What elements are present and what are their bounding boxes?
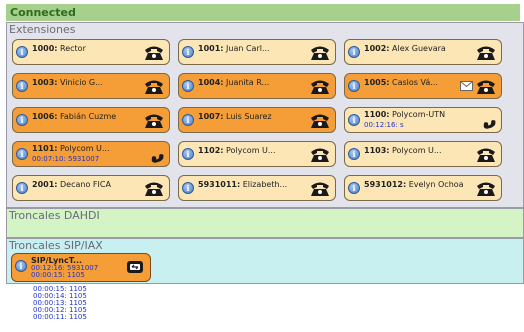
extension-label: [198, 78, 269, 87]
desk-phone-icon[interactable]: [309, 78, 331, 96]
extension-name: Alex Guevara: [389, 44, 446, 53]
info-icon[interactable]: i: [16, 80, 28, 92]
extension-number: 1002:: [364, 44, 390, 53]
extension-card-1001[interactable]: [178, 39, 336, 65]
desk-phone-icon[interactable]: [309, 146, 331, 164]
trunk-call-line-1: 00:12:16: 5931007: [31, 264, 99, 272]
extension-name: Polycom U...: [389, 146, 442, 155]
extension-number: 1004:: [198, 78, 224, 87]
info-icon[interactable]: i: [16, 182, 28, 194]
desk-phone-icon[interactable]: [143, 78, 165, 96]
extension-card-2001[interactable]: [12, 175, 170, 201]
extension-number: 1005:: [364, 78, 390, 87]
extension-call-info: 00:12:16: s: [364, 121, 404, 129]
sip-trunk-card[interactable]: [11, 253, 151, 282]
info-icon[interactable]: i: [348, 114, 360, 126]
extension-name: Decano FICA: [57, 180, 111, 189]
extension-card-1004[interactable]: [178, 73, 336, 99]
info-icon[interactable]: i: [182, 46, 194, 58]
extension-name: Caslos Vá...: [389, 78, 438, 87]
extension-number: 5931011:: [198, 180, 241, 189]
extension-card-1103[interactable]: [344, 141, 502, 167]
extension-label: [364, 146, 442, 155]
dahdi-trunks-panel: [6, 208, 524, 238]
extension-card-5931012[interactable]: [344, 175, 502, 201]
call-log-entry: 00:00:14: 1105: [33, 292, 87, 300]
connection-status: Connected: [6, 4, 520, 21]
extension-card-1003[interactable]: [12, 73, 170, 99]
desk-phone-icon[interactable]: [143, 180, 165, 198]
extension-card-1002[interactable]: [344, 39, 502, 65]
info-icon[interactable]: i: [348, 182, 360, 194]
extension-number: 1100:: [364, 110, 390, 119]
extension-number: 2001:: [32, 180, 58, 189]
info-icon[interactable]: i: [182, 80, 194, 92]
extension-number: 1006:: [32, 112, 58, 121]
trunk-call-line-2: 00:00:15: 1105: [31, 271, 85, 279]
extension-label: [364, 110, 445, 119]
call-log: [33, 286, 87, 321]
voicemail-icon[interactable]: [460, 81, 473, 91]
info-icon[interactable]: i: [348, 46, 360, 58]
desk-phone-icon[interactable]: [309, 180, 331, 198]
extension-label: [198, 44, 270, 53]
desk-phone-icon[interactable]: [475, 78, 497, 96]
extension-number: 1102:: [198, 146, 224, 155]
extension-label: [364, 78, 438, 87]
extension-number: 1003:: [32, 78, 58, 87]
info-icon[interactable]: i: [348, 80, 360, 92]
extension-number: 1103:: [364, 146, 390, 155]
info-icon[interactable]: i: [182, 148, 194, 160]
extension-card-5931011[interactable]: [178, 175, 336, 201]
desk-phone-icon[interactable]: [475, 180, 497, 198]
extension-label: [364, 44, 446, 53]
extension-name: Rector: [57, 44, 86, 53]
extension-card-1005[interactable]: [344, 73, 502, 99]
desk-phone-icon[interactable]: [309, 112, 331, 130]
extension-label: [32, 180, 111, 189]
call-log-entry: 00:00:13: 1105: [33, 299, 87, 307]
extension-card-1006[interactable]: [12, 107, 170, 133]
desk-phone-icon[interactable]: [475, 146, 497, 164]
dahdi-panel-title: Troncales DAHDI: [9, 209, 100, 222]
extension-card-1102[interactable]: [178, 141, 336, 167]
extension-call-info: 00:07:10: 5931007: [32, 155, 100, 163]
extension-label: [198, 112, 272, 121]
handset-icon[interactable]: [478, 112, 496, 130]
extension-card-1100[interactable]: [344, 107, 502, 133]
info-icon[interactable]: i: [182, 182, 194, 194]
extension-name: Elizabeth...: [240, 180, 288, 189]
info-icon[interactable]: i: [16, 46, 28, 58]
extension-number: 1007:: [198, 112, 224, 121]
extension-name: Juan Carl...: [223, 44, 270, 53]
extension-label: [32, 44, 86, 53]
desk-phone-icon[interactable]: [143, 44, 165, 62]
extension-name: Polycom U...: [57, 144, 110, 153]
info-icon[interactable]: i: [182, 114, 194, 126]
extension-number: 5931012:: [364, 180, 407, 189]
desk-phone-icon[interactable]: [309, 44, 331, 62]
info-icon[interactable]: i: [16, 148, 28, 160]
info-icon[interactable]: i: [16, 114, 28, 126]
extension-name: Evelyn Ochoa: [406, 180, 464, 189]
info-icon[interactable]: i: [15, 260, 27, 272]
extension-card-1007[interactable]: [178, 107, 336, 133]
extension-number: 1001:: [198, 44, 224, 53]
extension-label: [32, 78, 103, 87]
call-log-entry: 00:00:11: 1105: [33, 313, 87, 321]
sip-trunks-panel: [6, 238, 524, 284]
trunk-label: SIP/LyncT...: [31, 256, 83, 265]
extension-name: Vinicio G...: [57, 78, 103, 87]
sip-panel-title: Troncales SIP/IAX: [9, 239, 103, 252]
extension-name: Juanita R...: [223, 78, 270, 87]
extensions-panel-title: Extensiones: [9, 23, 76, 36]
extension-card-1000[interactable]: [12, 39, 170, 65]
extension-name: Polycom U...: [223, 146, 276, 155]
extension-label: [32, 112, 116, 121]
extension-label: [32, 144, 110, 153]
extension-name: Luis Suarez: [223, 112, 272, 121]
extensions-panel: [6, 22, 524, 208]
call-log-entry: 00:00:12: 1105: [33, 306, 87, 314]
extension-card-1101[interactable]: [12, 141, 170, 167]
extension-name: Polycom-UTN: [389, 110, 446, 119]
extension-label: [364, 180, 464, 189]
extension-label: [198, 180, 287, 189]
trunk-phone-icon[interactable]: [126, 260, 144, 274]
extension-number: 1000:: [32, 44, 58, 53]
desk-phone-icon[interactable]: [475, 44, 497, 62]
desk-phone-icon[interactable]: [143, 112, 165, 130]
extension-label: [198, 146, 276, 155]
extension-number: 1101:: [32, 144, 58, 153]
trunk-call-line: [31, 265, 98, 279]
call-log-entry: 00:00:15: 1105: [33, 285, 87, 293]
info-icon[interactable]: i: [348, 148, 360, 160]
handset-icon[interactable]: [146, 146, 164, 164]
extension-name: Fabián Cuzme: [57, 112, 117, 121]
